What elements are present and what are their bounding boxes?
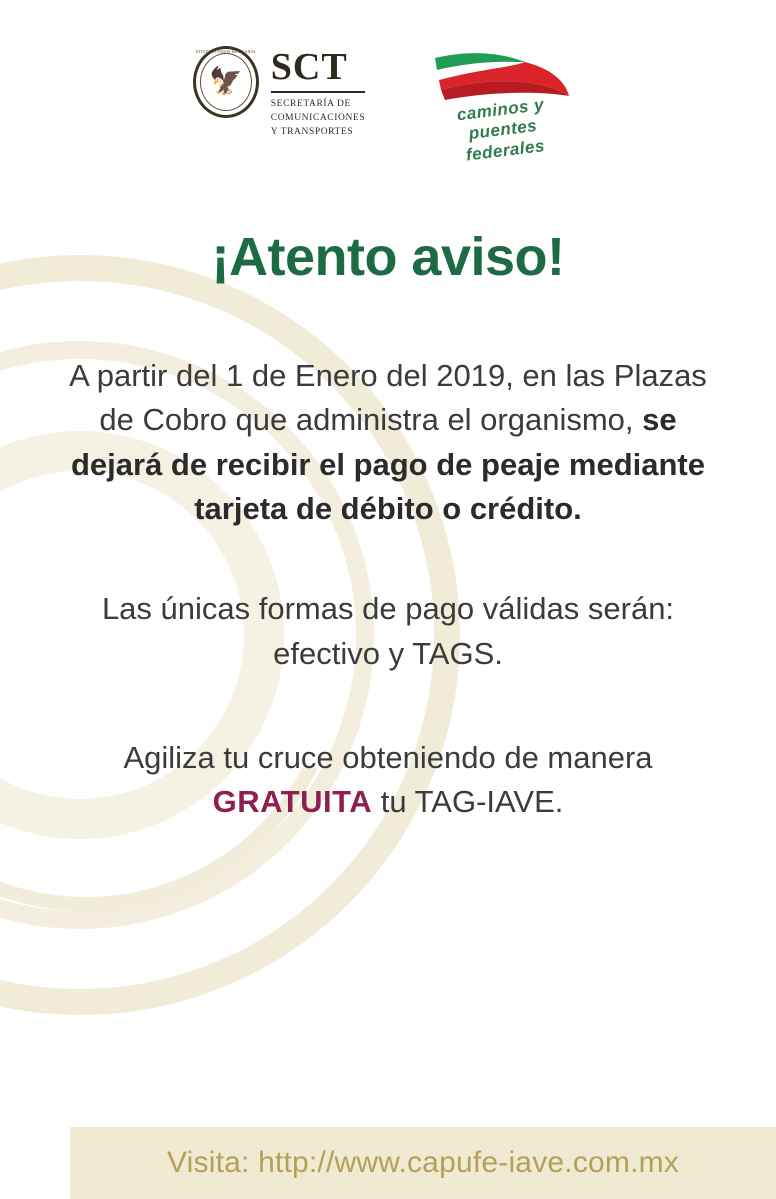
paragraph-3-text-end: tu TAG-IAVE. bbox=[372, 784, 564, 820]
paragraph-1-text: A partir del 1 de Enero del 2019, en las Plazas de Cobro que administra el organismo, bbox=[69, 358, 707, 438]
footer-label: Visita: bbox=[166, 1146, 259, 1179]
paragraph-3-text: Agiliza tu cruce obteniendo de manera bbox=[123, 739, 653, 775]
paragraph-3-highlight: GRATUITA bbox=[212, 784, 373, 820]
paragraph-2-text: Las únicas formas de pago válidas serán: efectivo y TAGS. bbox=[101, 591, 675, 671]
capufe-logo bbox=[423, 46, 583, 165]
sct-divider bbox=[271, 91, 365, 93]
notice-paragraph-1 bbox=[64, 354, 712, 531]
footer-website[interactable] bbox=[167, 1146, 679, 1180]
sct-wordmark bbox=[271, 46, 365, 139]
seal-caption: ESTADOS UNIDOS MEXICANOS bbox=[195, 50, 256, 54]
sct-line-3: Y TRANSPORTES bbox=[270, 126, 354, 137]
paragraph-1-emphasis: se dejará de recibir el pago de peaje mediante tarjeta de débito o crédito. bbox=[70, 402, 706, 526]
logo-header bbox=[0, 0, 776, 165]
sct-logo bbox=[193, 46, 365, 139]
capufe-line-1: caminos y puentes bbox=[456, 94, 546, 144]
footer-band bbox=[70, 1127, 776, 1199]
notice-paragraph-3 bbox=[64, 736, 712, 825]
sct-line-1: SECRETARÍA DE bbox=[270, 99, 351, 109]
footer-url[interactable]: http://www.capufe-iave.com.mx bbox=[258, 1146, 680, 1179]
capufe-line-2: federales bbox=[465, 136, 547, 165]
sct-line-2: COMUNICACIONES bbox=[270, 112, 366, 123]
page-title: ¡Atento aviso! bbox=[211, 227, 565, 287]
notice-paragraph-2 bbox=[64, 587, 712, 676]
mexican-coat-of-arms-icon: ESTADOS UNIDOS MEXICANOS 🦅 bbox=[193, 46, 259, 118]
sct-acronym: SCT bbox=[270, 46, 348, 88]
